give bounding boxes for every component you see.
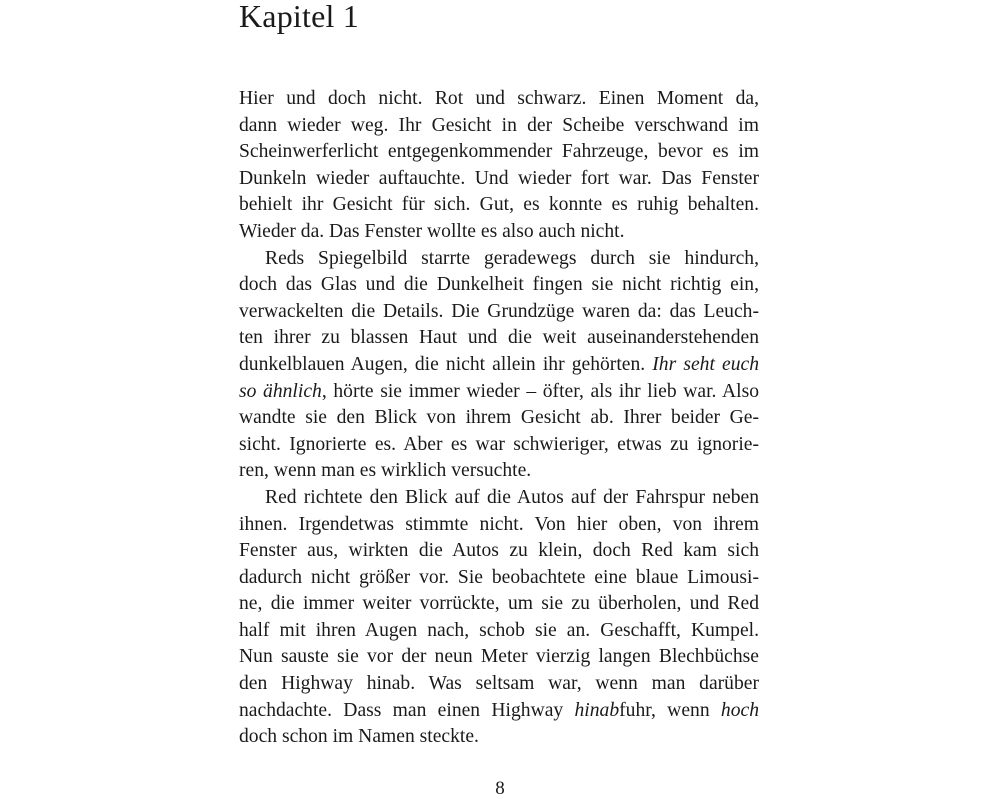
chapter-title: Kapitel 1 xyxy=(239,0,359,34)
text-line xyxy=(239,113,759,140)
text-line xyxy=(239,538,759,565)
text-run: Hier und doch nicht. Rot und schwarz. Einen Moment da, xyxy=(239,88,759,109)
italic-text: hinab xyxy=(574,699,620,721)
text-run: dunkelblauen Augen, die nicht allein ihr gehörten. xyxy=(239,353,653,375)
text-line xyxy=(239,379,759,406)
body-text xyxy=(239,86,759,751)
text-line xyxy=(239,671,759,698)
text-line xyxy=(239,565,759,592)
text-line xyxy=(239,405,759,432)
text-run: Scheinwerferlicht entgegenkommender Fahrzeuge, bevor es im xyxy=(239,141,759,163)
text-line xyxy=(239,512,759,539)
text-line xyxy=(239,618,759,645)
text-line xyxy=(239,299,759,326)
text-line xyxy=(239,698,759,725)
text-run: Nun sauste sie vor der neun Meter vierzig langen Blechbüchse xyxy=(239,646,759,668)
text-run: wandte sie den Blick von ihrem Gesicht ab. Ihrer beider Ge- xyxy=(239,407,759,429)
text-line xyxy=(239,166,759,193)
text-run: Wieder da. Das Fenster wollte es also auch nicht. xyxy=(239,220,625,242)
text-run: dadurch nicht größer vor. Sie beobachtete eine blaue Limousi- xyxy=(239,566,759,588)
text-run: dann wieder weg. Ihr Gesicht in der Scheibe verschwand im xyxy=(239,114,759,136)
text-line xyxy=(239,591,759,618)
text-run: doch das Glas und die Dunkelheit fingen sie nicht richtig ein, xyxy=(239,274,759,296)
text-line xyxy=(239,219,759,246)
text-run: sicht. Ignorierte es. Aber es war schwieriger, etwas zu ignorie- xyxy=(239,433,759,455)
text-run: Reds Spiegelbild starrte geradewegs durch sie hindurch, xyxy=(265,247,759,269)
text-run: fuhr, wenn xyxy=(619,699,721,721)
text-line xyxy=(239,458,759,485)
text-line xyxy=(239,139,759,166)
text-run: Dunkeln wieder auftauchte. Und wieder fort war. Das Fenster xyxy=(239,167,759,189)
text-line xyxy=(239,644,759,671)
italic-text: so ähnlich xyxy=(239,380,322,402)
text-run: ihnen. Irgendetwas stimmte nicht. Von hier oben, von ihrem xyxy=(239,513,759,535)
italic-text: Ihr seht euch xyxy=(652,353,760,375)
text-run: , hörte sie immer wieder – öfter, als ihr lieb war. Also xyxy=(321,380,759,402)
text-line xyxy=(239,432,759,459)
text-line xyxy=(239,86,759,113)
text-run: verwackelten die Details. Die Grundzüge waren da: das Leuch- xyxy=(239,300,759,322)
text-line xyxy=(239,272,759,299)
text-run: Fenster aus, wirkten die Autos zu klein, doch Red kam sich xyxy=(239,540,759,562)
text-run: doch schon im Namen steckte. xyxy=(239,726,479,748)
italic-text: hoch xyxy=(720,699,759,721)
text-run: ten ihrer zu blassen Haut und die weit auseinanderstehenden xyxy=(239,327,759,349)
text-run: den Highway hinab. Was seltsam war, wenn man darüber xyxy=(239,673,759,695)
text-run: half mit ihren Augen nach, schob sie an. Geschafft, Kumpel. xyxy=(239,619,759,641)
text-run: ren, wenn man es wirklich versuchte. xyxy=(239,460,532,482)
text-run: ne, die immer weiter vorrückte, um sie zu überholen, und Red xyxy=(239,593,759,615)
text-line xyxy=(239,724,759,751)
text-line xyxy=(239,192,759,219)
text-line xyxy=(239,246,759,273)
text-line xyxy=(239,325,759,352)
text-line xyxy=(239,352,759,379)
text-run: nachdachte. Dass man einen Highway xyxy=(239,699,575,721)
text-line xyxy=(239,485,759,512)
text-run: Red richtete den Blick auf die Autos auf der Fahrspur neben xyxy=(265,486,759,508)
page-number: 8 xyxy=(495,778,505,799)
text-run: behielt ihr Gesicht für sich. Gut, es konnte es ruhig behalten. xyxy=(239,194,759,216)
